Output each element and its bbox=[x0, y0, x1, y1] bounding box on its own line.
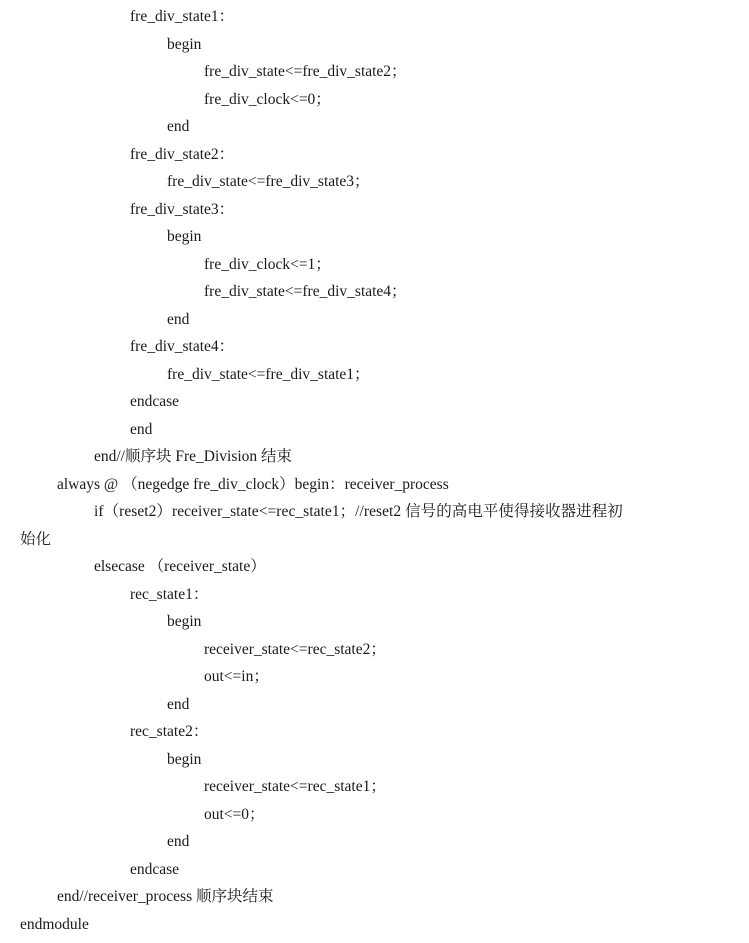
code-line: if（reset2）receiver_state<=rec_state1；//reset2 信号的高电平使得接收器进程初 bbox=[94, 503, 623, 520]
code-line: begin bbox=[167, 228, 202, 245]
code-line: rec_state2： bbox=[130, 723, 209, 740]
code-line: fre_div_state4： bbox=[130, 338, 235, 355]
code-line: endmodule bbox=[20, 916, 89, 933]
code-line: begin bbox=[167, 36, 202, 53]
code-line: fre_div_state2： bbox=[130, 146, 235, 163]
code-line: end bbox=[130, 421, 153, 438]
code-line: fre_div_state<=fre_div_state1； bbox=[167, 366, 370, 383]
code-line: out<=0； bbox=[204, 806, 265, 823]
code-line: end bbox=[167, 311, 190, 328]
code-line: end bbox=[167, 833, 190, 850]
code-line: fre_div_state1： bbox=[130, 8, 235, 25]
code-line: always @ （negedge fre_div_clock）begin：receiver_process bbox=[57, 476, 449, 493]
code-line: receiver_state<=rec_state2； bbox=[204, 641, 386, 658]
code-line: begin bbox=[167, 613, 202, 630]
code-line: fre_div_state<=fre_div_state4； bbox=[204, 283, 407, 300]
code-line: out<=in； bbox=[204, 668, 269, 685]
code-line: fre_div_state3： bbox=[130, 201, 235, 218]
code-line: end//receiver_process 顺序块结束 bbox=[57, 888, 274, 905]
code-line: fre_div_clock<=0； bbox=[204, 91, 331, 108]
code-line: elsecase （receiver_state） bbox=[94, 558, 266, 575]
code-line: endcase bbox=[130, 393, 180, 410]
code-line: fre_div_state<=fre_div_state2； bbox=[204, 63, 407, 80]
code-line: receiver_state<=rec_state1； bbox=[204, 778, 386, 795]
code-line: fre_div_clock<=1； bbox=[204, 256, 331, 273]
code-line: end//顺序块 Fre_Division 结束 bbox=[94, 448, 293, 465]
code-line: fre_div_state<=fre_div_state3； bbox=[167, 173, 370, 190]
code-line: end bbox=[167, 696, 190, 713]
code-line: begin bbox=[167, 751, 202, 768]
code-line: endcase bbox=[130, 861, 180, 878]
code-line: rec_state1： bbox=[130, 586, 209, 603]
code-line: 始化 bbox=[20, 531, 52, 548]
code-line: end bbox=[167, 118, 190, 135]
